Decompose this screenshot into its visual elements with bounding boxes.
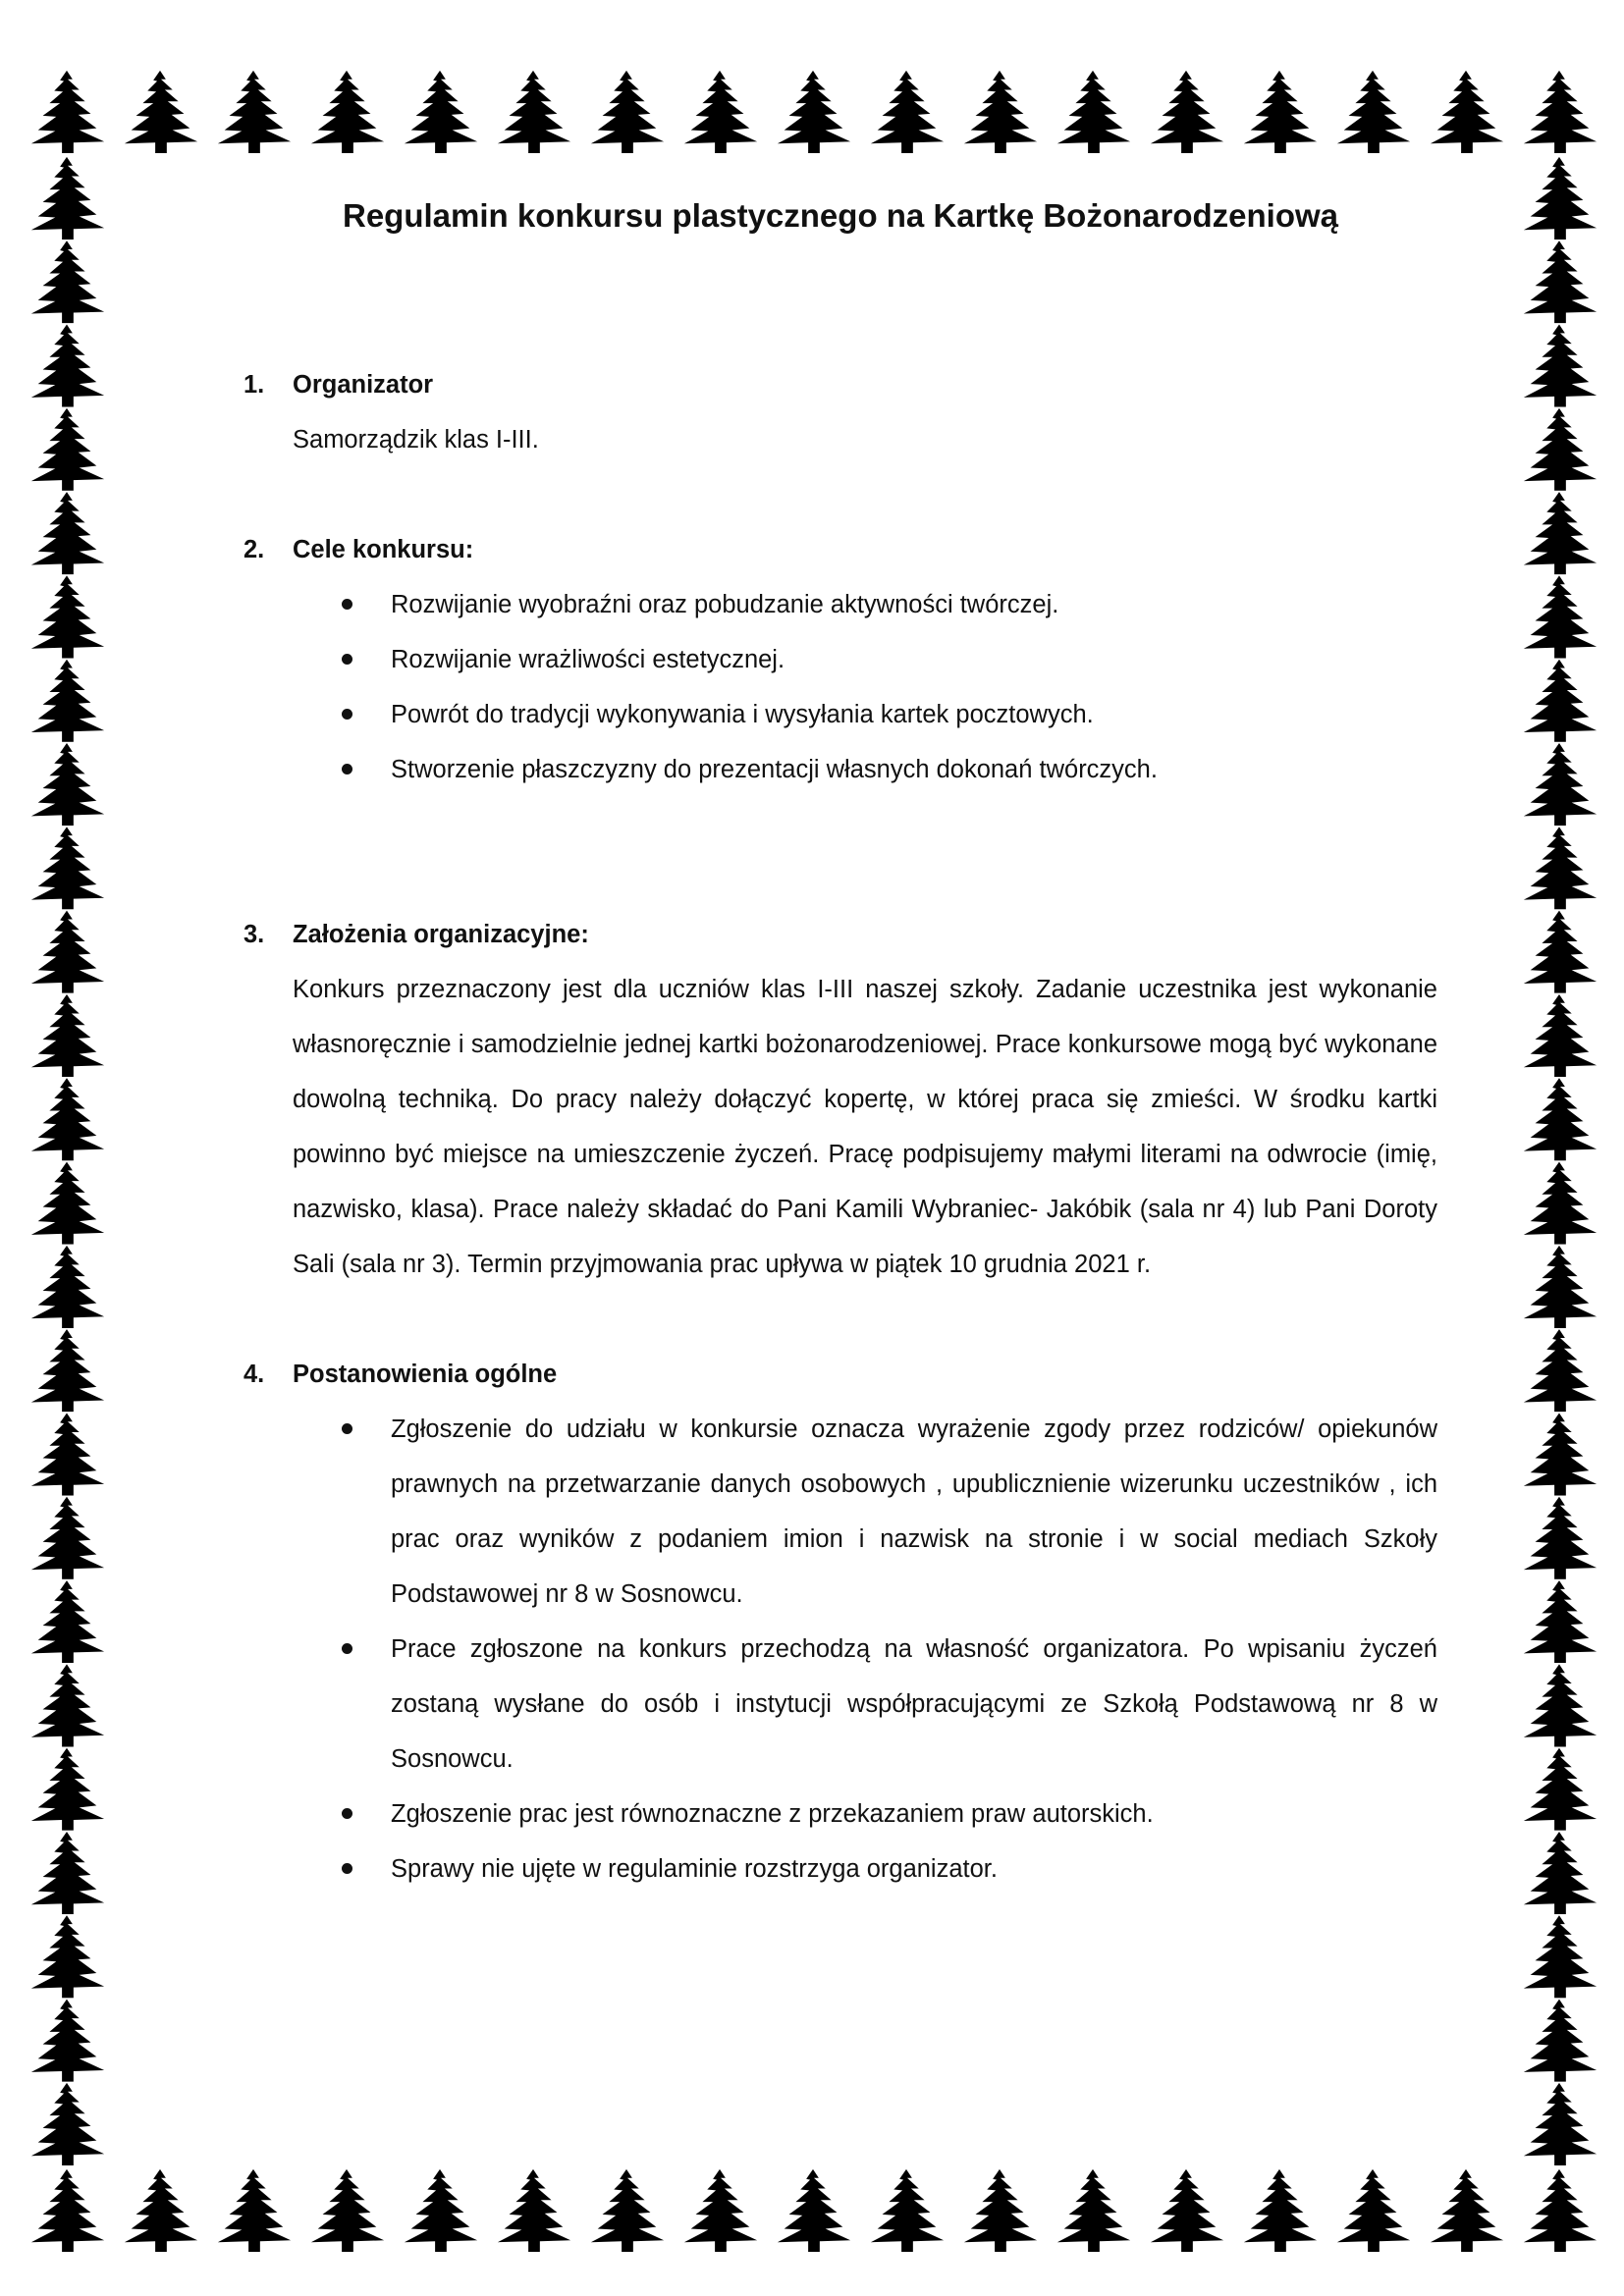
christmas-tree-icon	[778, 2169, 850, 2252]
christmas-tree-icon	[1524, 325, 1597, 407]
christmas-tree-icon	[1524, 71, 1597, 153]
christmas-tree-icon	[31, 1580, 104, 1663]
christmas-tree-icon	[1524, 2083, 1597, 2165]
document-title: Regulamin konkursu plastycznego na Kartkę Bożonarodzeniową	[342, 197, 1339, 234]
goals-list	[244, 577, 1437, 797]
christmas-tree-icon	[1524, 827, 1597, 909]
christmas-tree-icon	[31, 660, 104, 742]
christmas-tree-icon	[1524, 575, 1597, 658]
christmas-tree-icon	[31, 2000, 104, 2082]
christmas-tree-icon	[31, 1832, 104, 1914]
christmas-tree-icon	[31, 408, 104, 491]
christmas-tree-icon	[31, 575, 104, 658]
regulation-document	[244, 192, 1437, 1951]
christmas-tree-icon	[31, 240, 104, 323]
christmas-tree-icon	[1524, 492, 1597, 574]
christmas-tree-icon	[31, 743, 104, 826]
christmas-tree-icon	[31, 492, 104, 574]
list-item: Prace zgłoszone na konkurs przechodzą na własność organizatora. Po wpisaniu życzeń zostaną wysłane do osób i instytucji współpracującymi ze Szkołą Podstawową nr 8 w Sosnowcu.	[342, 1622, 1437, 1787]
christmas-tree-icon	[311, 71, 384, 153]
christmas-tree-icon	[31, 1078, 104, 1160]
section-title: Cele konkursu:	[293, 536, 474, 563]
christmas-tree-icon	[31, 157, 104, 240]
list-item: Zgłoszenie prac jest równoznaczne z przekazaniem praw autorskich.	[342, 1787, 1437, 1842]
christmas-tree-icon	[1524, 660, 1597, 742]
christmas-tree-icon	[1151, 71, 1223, 153]
provisions-list	[244, 1402, 1437, 1896]
christmas-tree-icon	[31, 71, 104, 153]
section-title: Postanowienia ogólne	[293, 1361, 558, 1388]
christmas-tree-icon	[31, 827, 104, 909]
christmas-tree-icon	[31, 1246, 104, 1328]
christmas-tree-icon	[1524, 1580, 1597, 1663]
christmas-tree-icon	[1524, 1162, 1597, 1245]
christmas-tree-icon	[31, 325, 104, 407]
list-item: Rozwijanie wrażliwości estetycznej.	[342, 632, 1437, 687]
christmas-tree-icon	[964, 71, 1037, 153]
christmas-tree-icon	[1524, 1832, 1597, 1914]
christmas-tree-icon	[31, 1748, 104, 1831]
christmas-tree-icon	[31, 2083, 104, 2165]
christmas-tree-icon	[1244, 2169, 1317, 2252]
christmas-tree-icon	[1244, 71, 1317, 153]
christmas-tree-icon	[871, 2169, 944, 2252]
christmas-tree-icon	[1337, 71, 1410, 153]
list-item: Sprawy nie ujęte w regulaminie rozstrzyga organizator.	[342, 1842, 1437, 1896]
christmas-tree-icon	[1151, 2169, 1223, 2252]
christmas-tree-icon	[1524, 1497, 1597, 1579]
section-number: 3.	[244, 921, 265, 948]
christmas-tree-icon	[1524, 1078, 1597, 1160]
christmas-tree-icon	[1057, 2169, 1130, 2252]
christmas-tree-icon	[1524, 1329, 1597, 1412]
christmas-tree-icon	[31, 1915, 104, 1998]
christmas-tree-icon	[31, 994, 104, 1077]
section-number: 4.	[244, 1361, 265, 1388]
list-item: Zgłoszenie do udziału w konkursie oznacza wyrażenie zgody przez rodziców/ opiekunów prawnych na przetwarzanie danych osobowych , upublicznienie wizerunku uczestników , ich prac oraz wyników z podaniem imion i nazwisk na stronie i w social mediach Szkoły Podstawowej nr 8 w Sosnowcu.	[342, 1402, 1437, 1622]
list-item: Stworzenie płaszczyzny do prezentacji własnych dokonań twórczych.	[342, 742, 1437, 797]
section-organization	[244, 907, 1437, 1292]
christmas-tree-icon	[31, 1162, 104, 1245]
christmas-tree-icon	[1337, 2169, 1410, 2252]
christmas-tree-icon	[778, 71, 850, 153]
christmas-tree-icon	[1524, 1413, 1597, 1495]
section-title: Założenia organizacyjne:	[293, 921, 589, 948]
section-goals	[244, 522, 1437, 797]
christmas-tree-icon	[1431, 2169, 1503, 2252]
section-number: 2.	[244, 536, 265, 563]
section-general-provisions	[244, 1347, 1437, 1896]
christmas-tree-icon	[591, 71, 664, 153]
christmas-tree-icon	[31, 2169, 104, 2252]
section-heading	[244, 1347, 1437, 1402]
christmas-tree-icon	[1524, 157, 1597, 240]
christmas-tree-icon	[1524, 1664, 1597, 1746]
christmas-tree-icon	[1524, 2000, 1597, 2082]
christmas-tree-icon	[964, 2169, 1037, 2252]
section-organizer	[244, 357, 1437, 467]
christmas-tree-icon	[405, 2169, 477, 2252]
section-number: 1.	[244, 371, 265, 399]
christmas-tree-icon	[31, 1497, 104, 1579]
section-heading	[244, 907, 1437, 962]
christmas-tree-icon	[31, 1329, 104, 1412]
section-text: Konkurs przeznaczony jest dla uczniów klas I-III naszej szkoły. Zadanie uczestnika jest wykonanie własnoręcznie i samodzielnie jednej kartki bożonarodzeniowej. Prace konkursowe mogą być wykonane dowolną techniką. Do pracy należy dołączyć kopertę, w której praca się zmieści. W środku kartki powinno być miejsce na umieszczenie życzeń. Pracę podpisujemy małymi literami na odwrocie (imię, nazwisko, klasa). Prace należy składać do Pani Kamili Wybraniec- Jakóbik (sala nr 4) lub Pani Doroty Sali (sala nr 3). Termin przyjmowania prac upływa w piątek 10 grudnia 2021 r.	[293, 976, 1437, 1278]
section-heading	[244, 357, 1437, 412]
section-title: Organizator	[293, 371, 434, 399]
christmas-tree-icon	[31, 1664, 104, 1746]
list-item: Powrót do tradycji wykonywania i wysyłania kartek pocztowych.	[342, 687, 1437, 742]
christmas-tree-icon	[591, 2169, 664, 2252]
christmas-tree-icon	[1524, 240, 1597, 323]
christmas-tree-icon	[498, 71, 570, 153]
section-heading	[244, 522, 1437, 577]
christmas-tree-icon	[1524, 911, 1597, 993]
christmas-tree-icon	[1524, 1748, 1597, 1831]
christmas-tree-icon	[498, 2169, 570, 2252]
christmas-tree-icon	[405, 71, 477, 153]
christmas-tree-icon	[31, 1413, 104, 1495]
christmas-tree-icon	[31, 911, 104, 993]
section-text: Samorządzik klas I-III.	[293, 426, 539, 454]
christmas-tree-icon	[1524, 408, 1597, 491]
christmas-tree-icon	[125, 71, 197, 153]
christmas-tree-icon	[218, 2169, 291, 2252]
christmas-tree-icon	[1524, 1915, 1597, 1998]
christmas-tree-icon	[684, 2169, 757, 2252]
christmas-tree-icon	[1524, 743, 1597, 826]
christmas-tree-icon	[1524, 994, 1597, 1077]
christmas-tree-icon	[1431, 71, 1503, 153]
list-item: Rozwijanie wyobraźni oraz pobudzanie aktywności twórczej.	[342, 577, 1437, 632]
christmas-tree-icon	[1524, 1246, 1597, 1328]
christmas-tree-icon	[218, 71, 291, 153]
christmas-tree-icon	[1524, 2169, 1597, 2252]
christmas-tree-icon	[1057, 71, 1130, 153]
christmas-tree-icon	[684, 71, 757, 153]
christmas-tree-icon	[871, 71, 944, 153]
christmas-tree-icon	[311, 2169, 384, 2252]
christmas-tree-icon	[125, 2169, 197, 2252]
